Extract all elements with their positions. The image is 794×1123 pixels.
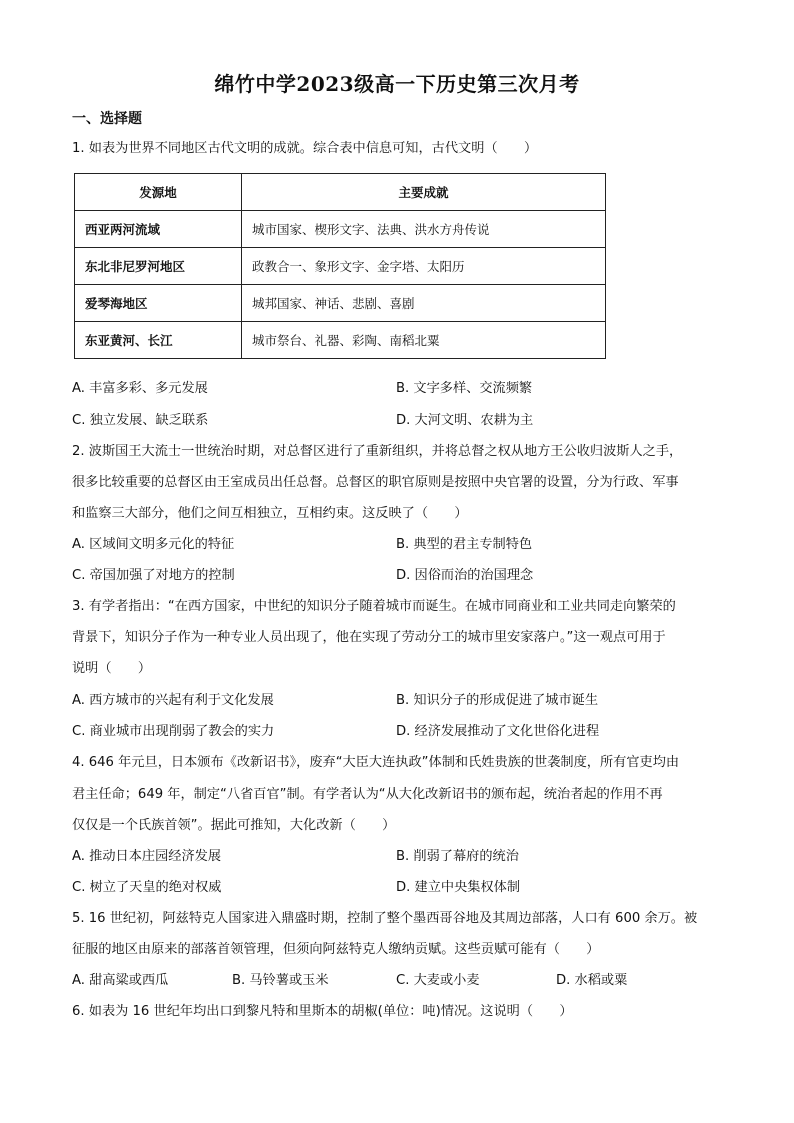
section-heading: 一、选择题	[72, 111, 142, 127]
q5-option-c: C. 大麦或小麦	[396, 973, 480, 988]
table-cell-origin: 东亚黄河、长江	[75, 322, 242, 359]
q3-option-a: A. 西方城市的兴起有利于文化发展	[72, 693, 274, 708]
question-3-line: 说明（ ）	[72, 661, 152, 676]
table-row	[75, 211, 606, 248]
q5-option-a: A. 甜高粱或西瓜	[72, 973, 169, 988]
q3-option-c: C. 商业城市出现削弱了教会的实力	[72, 724, 275, 739]
q2-option-d: D. 因俗而治的治国理念	[396, 568, 534, 583]
civilization-table	[74, 173, 606, 359]
q2-option-c: C. 帝国加强了对地方的控制	[72, 568, 235, 583]
table-cell-origin: 东北非尼罗河地区	[75, 248, 242, 285]
exam-title: 绵竹中学2023级高一下历史第三次月考	[214, 72, 580, 96]
q3-option-d: D. 经济发展推动了文化世俗化进程	[396, 724, 600, 739]
question-5-line: 5. 16 世纪初，阿兹特克人国家进入鼎盛时期，控制了整个墨西哥谷地及其周边部落，人口有 600 余万。被	[72, 911, 698, 926]
q2-option-a: A. 区域间文明多元化的特征	[72, 537, 235, 552]
question-4-line: 4. 646 年元旦，日本颁布《改新诏书》，废弃“大臣大连执政”体制和氏姓贵族的世袭制度，所有官吏均由	[72, 755, 680, 770]
q4-option-a: A. 推动日本庄园经济发展	[72, 849, 222, 864]
question-4-line: 仅仅是一个氏族首领”。据此可推知，大化改新（ ）	[72, 818, 396, 833]
q1-option-d: D. 大河文明、农耕为主	[396, 413, 534, 428]
question-2-line: 2. 波斯国王大流士一世统治时期，对总督区进行了重新组织，并将总督之权从地方王公收归波斯人之手，	[72, 444, 683, 459]
table-header-row	[75, 174, 606, 211]
table-row	[75, 248, 606, 285]
q4-option-b: B. 削弱了幕府的统治	[396, 849, 519, 864]
table-cell-achievements: 政教合一、象形文字、金字塔、太阳历	[242, 248, 606, 285]
question-4-line: 君主任命；649 年，制定“八省百官”制。有学者认为“从大化改新诏书的颁布起，统治者起的作用不再	[72, 787, 663, 802]
question-1-stem: 1. 如表为世界不同地区古代文明的成就。综合表中信息可知，古代文明（ ）	[72, 141, 538, 156]
q1-option-b: B. 文字多样、交流频繁	[396, 381, 533, 396]
question-6-line: 6. 如表为 16 世纪年均出口到黎凡特和里斯本的胡椒(单位：吨)情况。这说明（ ）	[72, 1004, 573, 1019]
q5-option-b: B. 马铃薯或玉米	[232, 973, 329, 988]
question-5-line: 征服的地区由原来的部落首领管理，但须向阿兹特克人缴纳贡赋。这些贡赋可能有（ ）	[72, 942, 600, 957]
q1-option-c: C. 独立发展、缺乏联系	[72, 413, 209, 428]
table-cell-achievements: 城市祭台、礼器、彩陶、南稻北粟	[242, 322, 606, 359]
q2-option-b: B. 典型的君主专制特色	[396, 537, 533, 552]
table-cell-origin: 爱琴海地区	[75, 285, 242, 322]
table-row	[75, 285, 606, 322]
table-header-origin: 发源地	[75, 174, 242, 211]
table-cell-achievements: 城市国家、楔形文字、法典、洪水方舟传说	[242, 211, 606, 248]
q1-option-a: A. 丰富多彩、多元发展	[72, 381, 208, 396]
table-row	[75, 322, 606, 359]
question-2-line: 和监察三大部分，他们之间互相独立，互相约束。这反映了（ ）	[72, 506, 468, 521]
q4-option-c: C. 树立了天皇的绝对权威	[72, 880, 222, 895]
question-3-line: 3. 有学者指出：“在西方国家，中世纪的知识分子随着城市而诞生。在城市同商业和工业共同走向繁荣的	[72, 599, 676, 614]
q4-option-d: D. 建立中央集权体制	[396, 880, 521, 895]
question-3-line: 背景下，知识分子作为一种专业人员出现了，他在实现了劳动分工的城市里安家落户。”这一观点可用于	[72, 630, 666, 645]
table-cell-achievements: 城邦国家、神话、悲剧、喜剧	[242, 285, 606, 322]
q5-option-d: D. 水稻或粟	[556, 973, 628, 988]
table-cell-origin: 西亚两河流域	[75, 211, 242, 248]
question-2-line: 很多比较重要的总督区由王室成员出任总督。总督区的职官原则是按照中央官署的设置，分为行政、军事	[72, 475, 679, 490]
table-header-achievements: 主要成就	[242, 174, 606, 211]
q3-option-b: B. 知识分子的形成促进了城市诞生	[396, 693, 599, 708]
